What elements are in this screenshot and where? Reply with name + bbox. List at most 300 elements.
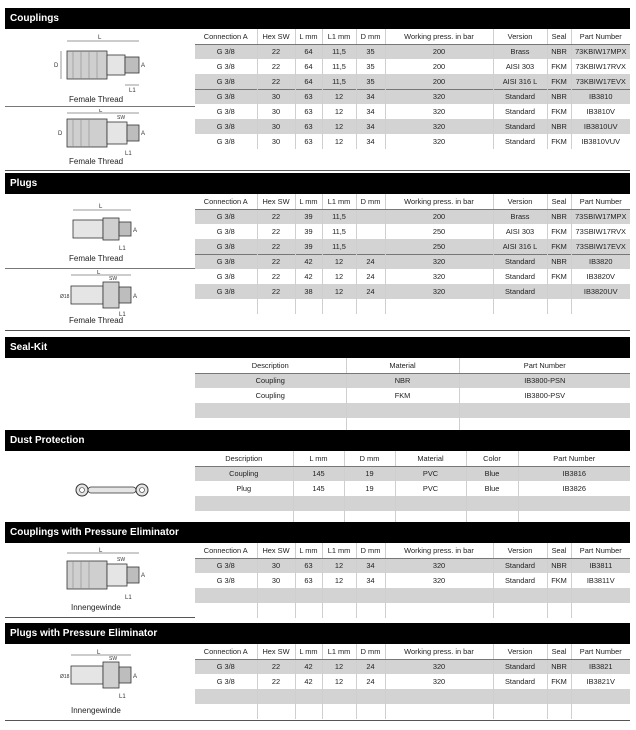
table-cell: IB3820	[571, 254, 630, 269]
column-header: D mm	[356, 543, 385, 558]
table-cell: AISI 303	[493, 59, 547, 74]
table-cell	[257, 603, 295, 618]
table-cell: 11,5	[322, 224, 356, 239]
table-cell	[385, 299, 493, 314]
table-cell	[356, 704, 385, 719]
table-cell: 12	[322, 119, 356, 134]
table-cell: 320	[385, 558, 493, 573]
svg-text:A: A	[133, 674, 138, 680]
table-cell	[295, 704, 322, 719]
table-cell	[547, 603, 571, 618]
table-cell	[385, 689, 493, 704]
table-cell: IB3810UV	[571, 119, 630, 134]
couplings-pe-table	[195, 543, 630, 618]
svg-text:A: A	[133, 294, 138, 300]
table-cell: IB3826	[518, 481, 630, 496]
table-cell: FKM	[547, 134, 571, 149]
section-title: Plugs	[5, 173, 630, 194]
table-cell	[493, 603, 547, 618]
column-header: L1 mm	[322, 194, 356, 209]
table-cell: 22	[257, 284, 295, 299]
table-row	[195, 104, 630, 119]
column-header: Seal	[547, 194, 571, 209]
svg-text:L1: L1	[119, 246, 126, 252]
table-cell: NBR	[547, 558, 571, 573]
column-header: Working press. in bar	[385, 194, 493, 209]
table-cell: 30	[257, 104, 295, 119]
table-cell: G 3/8	[195, 659, 257, 674]
table-cell: 22	[257, 209, 295, 224]
table-cell: 200	[385, 59, 493, 74]
table-cell	[257, 704, 295, 719]
column-header: Color	[466, 451, 518, 466]
column-header: Part Number	[571, 29, 630, 44]
table-cell	[385, 603, 493, 618]
table-cell: Standard	[493, 89, 547, 104]
table-cell: G 3/8	[195, 254, 257, 269]
table-cell: Brass	[493, 44, 547, 59]
svg-text:L1: L1	[125, 151, 132, 157]
table-row	[195, 704, 630, 719]
table-cell	[518, 496, 630, 511]
plug-drawing-pe	[5, 644, 195, 721]
table-cell: IB3811V	[571, 573, 630, 588]
table-cell: FKM	[547, 269, 571, 284]
plug-icon	[59, 270, 159, 320]
table-row	[195, 269, 630, 284]
table-cell: G 3/8	[195, 269, 257, 284]
table-cell: 35	[356, 59, 385, 74]
table-row	[195, 496, 630, 511]
table-cell	[322, 588, 356, 603]
section-couplings-pressure-eliminator	[5, 522, 630, 618]
table-cell: 35	[356, 44, 385, 59]
table-cell: 42	[295, 674, 322, 689]
table-cell: 320	[385, 674, 493, 689]
table-row	[195, 89, 630, 104]
drawing-caption: Female Thread	[69, 95, 124, 104]
table-cell	[322, 704, 356, 719]
table-cell: 145	[293, 466, 344, 481]
table-row	[195, 373, 630, 388]
table-cell: G 3/8	[195, 573, 257, 588]
table-cell: 64	[295, 59, 322, 74]
table-cell: AISI 316 L	[493, 239, 547, 254]
svg-text:L: L	[99, 109, 103, 114]
table-cell	[257, 299, 295, 314]
drawing-caption: Innengewinde	[71, 706, 121, 715]
table-cell	[195, 588, 257, 603]
table-cell: 22	[257, 44, 295, 59]
drawing-caption: Female Thread	[69, 157, 124, 166]
table-cell: 22	[257, 269, 295, 284]
table-row	[195, 209, 630, 224]
column-header: Connection A	[195, 644, 257, 659]
table-cell	[322, 603, 356, 618]
table-cell: FKM	[547, 674, 571, 689]
table-cell: 63	[295, 89, 322, 104]
table-cell	[356, 209, 385, 224]
section-title: Plugs with Pressure Eliminator	[5, 623, 630, 644]
table-cell: NBR	[547, 659, 571, 674]
table-cell: 34	[356, 89, 385, 104]
section-dust-protection	[5, 430, 630, 526]
table-cell: 22	[257, 224, 295, 239]
table-cell	[571, 299, 630, 314]
column-header: Working press. in bar	[385, 543, 493, 558]
table-cell: PVC	[395, 481, 466, 496]
table-cell	[466, 496, 518, 511]
table-cell: Coupling	[195, 373, 346, 388]
table-cell: 320	[385, 659, 493, 674]
table-cell: IB3816	[518, 466, 630, 481]
table-row	[195, 119, 630, 134]
table-row	[195, 299, 630, 314]
table-cell: 22	[257, 674, 295, 689]
table-cell: NBR	[346, 373, 459, 388]
table-cell	[257, 689, 295, 704]
table-cell: 30	[257, 134, 295, 149]
table-cell: 24	[356, 284, 385, 299]
table-row	[195, 134, 630, 149]
svg-text:L: L	[97, 650, 101, 656]
table-cell: 35	[356, 74, 385, 89]
table-row	[195, 388, 630, 403]
coupling-icon	[57, 547, 167, 603]
table-cell	[195, 403, 346, 418]
table-cell: 30	[257, 558, 295, 573]
table-cell	[322, 689, 356, 704]
table-cell: FKM	[547, 104, 571, 119]
coupling-drawing-1	[5, 29, 195, 104]
svg-text:A: A	[141, 573, 146, 579]
table-row	[195, 44, 630, 59]
table-cell: 30	[257, 573, 295, 588]
column-header: Part Number	[518, 451, 630, 466]
table-cell: 320	[385, 104, 493, 119]
table-cell: 73KBIW17EVX	[571, 74, 630, 89]
table-cell: 42	[295, 254, 322, 269]
table-cell	[547, 284, 571, 299]
table-cell	[195, 704, 257, 719]
table-cell: IB3810V	[571, 104, 630, 119]
section-title: Couplings	[5, 8, 630, 29]
table-cell: 34	[356, 104, 385, 119]
table-cell	[385, 704, 493, 719]
table-cell: Plug	[195, 481, 293, 496]
column-header: L mm	[295, 644, 322, 659]
table-cell	[295, 603, 322, 618]
table-cell: NBR	[547, 89, 571, 104]
table-cell: 200	[385, 209, 493, 224]
svg-text:SW: SW	[109, 276, 118, 282]
table-cell: G 3/8	[195, 134, 257, 149]
table-cell: FKM	[547, 573, 571, 588]
table-row	[195, 466, 630, 481]
column-header: Part Number	[571, 543, 630, 558]
table-row	[195, 481, 630, 496]
section-couplings	[5, 8, 630, 171]
table-cell: 73KBIW17RVX	[571, 59, 630, 74]
table-cell: Standard	[493, 104, 547, 119]
table-cell: 22	[257, 239, 295, 254]
svg-text:D: D	[58, 131, 63, 137]
svg-text:Ø18: Ø18	[60, 674, 70, 680]
plug-icon	[59, 202, 159, 258]
column-header: Connection A	[195, 194, 257, 209]
table-cell: 30	[257, 119, 295, 134]
table-cell	[571, 603, 630, 618]
table-cell: IB3820V	[571, 269, 630, 284]
table-cell	[195, 603, 257, 618]
table-cell: 12	[322, 89, 356, 104]
section-plugs	[5, 173, 630, 331]
column-header: Part Number	[571, 194, 630, 209]
table-cell: 12	[322, 674, 356, 689]
table-row	[195, 284, 630, 299]
table-cell: 22	[257, 59, 295, 74]
table-row	[195, 603, 630, 618]
table-cell: G 3/8	[195, 558, 257, 573]
table-cell: 250	[385, 239, 493, 254]
table-cell: 12	[322, 254, 356, 269]
table-cell: G 3/8	[195, 284, 257, 299]
table-row	[195, 59, 630, 74]
table-cell	[395, 496, 466, 511]
table-cell: Coupling	[195, 466, 293, 481]
plugs-table	[195, 194, 630, 314]
table-cell	[385, 588, 493, 603]
column-header: Hex SW	[257, 644, 295, 659]
column-header: Version	[493, 29, 547, 44]
column-header: Material	[346, 358, 459, 373]
table-cell: 39	[295, 209, 322, 224]
table-cell: 320	[385, 284, 493, 299]
dust-cap-icon	[73, 479, 153, 501]
table-row	[195, 588, 630, 603]
drawing-caption: Female Thread	[69, 254, 124, 263]
table-cell: 320	[385, 119, 493, 134]
table-cell: 42	[295, 269, 322, 284]
table-cell: 73SBIW17MPX	[571, 209, 630, 224]
table-cell	[356, 689, 385, 704]
column-header: Description	[195, 358, 346, 373]
table-row	[195, 239, 630, 254]
table-cell: G 3/8	[195, 209, 257, 224]
column-header: Version	[493, 194, 547, 209]
table-cell	[293, 496, 344, 511]
table-cell: G 3/8	[195, 59, 257, 74]
table-cell: Standard	[493, 659, 547, 674]
dust-protection-table	[195, 451, 630, 526]
table-cell: Standard	[493, 254, 547, 269]
table-cell: PVC	[395, 466, 466, 481]
table-cell: 12	[322, 659, 356, 674]
table-cell: NBR	[547, 254, 571, 269]
table-cell: 34	[356, 119, 385, 134]
table-cell: 73KBIW17MPX	[571, 44, 630, 59]
table-cell: G 3/8	[195, 674, 257, 689]
column-header: Working press. in bar	[385, 644, 493, 659]
table-cell: G 3/8	[195, 119, 257, 134]
table-row	[195, 674, 630, 689]
table-cell: Standard	[493, 134, 547, 149]
svg-text:A: A	[141, 131, 146, 137]
table-cell: 12	[322, 104, 356, 119]
table-cell	[295, 689, 322, 704]
table-cell: Brass	[493, 209, 547, 224]
table-cell: 39	[295, 239, 322, 254]
drawing-caption: Innengewinde	[71, 603, 121, 612]
table-cell: Standard	[493, 119, 547, 134]
table-cell: 320	[385, 269, 493, 284]
column-header: L mm	[295, 29, 322, 44]
table-cell: IB3820UV	[571, 284, 630, 299]
table-cell: G 3/8	[195, 44, 257, 59]
column-header: Working press. in bar	[385, 29, 493, 44]
table-row	[195, 74, 630, 89]
svg-text:L: L	[99, 548, 103, 554]
column-header: Seal	[547, 543, 571, 558]
svg-text:A: A	[141, 63, 146, 69]
table-cell: IB3821	[571, 659, 630, 674]
table-cell: FKM	[346, 388, 459, 403]
table-cell: IB3810	[571, 89, 630, 104]
table-cell: 64	[295, 74, 322, 89]
table-cell	[571, 704, 630, 719]
column-header: L mm	[293, 451, 344, 466]
plug-drawing-1	[5, 194, 195, 269]
table-cell: 200	[385, 44, 493, 59]
table-cell: 63	[295, 119, 322, 134]
table-row	[195, 659, 630, 674]
table-cell: 24	[356, 269, 385, 284]
table-cell: 73SBIW17RVX	[571, 224, 630, 239]
svg-text:L1: L1	[129, 88, 136, 94]
svg-text:D: D	[54, 63, 59, 69]
table-cell: 19	[344, 466, 395, 481]
table-cell: 12	[322, 573, 356, 588]
table-cell: 34	[356, 573, 385, 588]
table-cell: FKM	[547, 59, 571, 74]
table-cell: 63	[295, 573, 322, 588]
table-row	[195, 254, 630, 269]
column-header: L1 mm	[322, 29, 356, 44]
column-header: Part Number	[571, 644, 630, 659]
table-cell: Standard	[493, 284, 547, 299]
table-cell: Standard	[493, 269, 547, 284]
plug-icon	[59, 648, 159, 704]
table-cell: 12	[322, 269, 356, 284]
table-row	[195, 224, 630, 239]
table-cell	[295, 588, 322, 603]
table-cell	[547, 299, 571, 314]
column-header: Description	[195, 451, 293, 466]
column-header: D mm	[356, 644, 385, 659]
table-cell: 38	[295, 284, 322, 299]
table-cell	[547, 689, 571, 704]
column-header: D mm	[356, 194, 385, 209]
table-cell: 22	[257, 74, 295, 89]
section-seal-kit	[5, 337, 630, 433]
table-cell: 24	[356, 674, 385, 689]
table-cell: 320	[385, 573, 493, 588]
table-cell: Coupling	[195, 388, 346, 403]
table-cell: Blue	[466, 466, 518, 481]
table-cell	[493, 689, 547, 704]
table-cell: IB3811	[571, 558, 630, 573]
section-title: Couplings with Pressure Eliminator	[5, 522, 630, 543]
table-cell: G 3/8	[195, 89, 257, 104]
table-cell: 34	[356, 558, 385, 573]
column-header: Version	[493, 543, 547, 558]
table-cell: 320	[385, 134, 493, 149]
table-cell: 320	[385, 254, 493, 269]
column-header: Version	[493, 644, 547, 659]
column-header: Hex SW	[257, 194, 295, 209]
table-cell: 22	[257, 254, 295, 269]
table-cell	[257, 588, 295, 603]
table-cell: G 3/8	[195, 224, 257, 239]
svg-text:L: L	[98, 35, 102, 41]
table-cell: FKM	[547, 239, 571, 254]
table-cell: 200	[385, 74, 493, 89]
table-cell: 24	[356, 659, 385, 674]
table-cell: 24	[356, 254, 385, 269]
table-cell	[571, 588, 630, 603]
table-cell: NBR	[547, 119, 571, 134]
coupling-icon	[53, 33, 163, 95]
table-cell	[295, 299, 322, 314]
table-cell	[356, 299, 385, 314]
table-row	[195, 573, 630, 588]
section-title: Dust Protection	[5, 430, 630, 451]
column-header: D mm	[356, 29, 385, 44]
svg-text:L1: L1	[125, 595, 132, 601]
couplings-table	[195, 29, 630, 149]
column-header: L mm	[295, 543, 322, 558]
table-cell: 64	[295, 44, 322, 59]
svg-text:L: L	[97, 270, 101, 276]
table-cell: 73SBIW17EVX	[571, 239, 630, 254]
table-cell	[356, 588, 385, 603]
table-cell: IB3800-PSN	[459, 373, 630, 388]
column-header: Hex SW	[257, 543, 295, 558]
table-cell	[195, 299, 257, 314]
table-row	[195, 689, 630, 704]
section-plugs-pressure-eliminator	[5, 623, 630, 721]
svg-text:Ø18: Ø18	[60, 294, 70, 300]
table-cell: NBR	[547, 209, 571, 224]
table-cell: NBR	[547, 44, 571, 59]
table-row	[195, 403, 630, 418]
table-cell: G 3/8	[195, 74, 257, 89]
section-title: Seal-Kit	[5, 337, 630, 358]
coupling-drawing-2	[5, 106, 195, 171]
table-cell: FKM	[547, 74, 571, 89]
table-cell: 63	[295, 134, 322, 149]
column-header: Connection A	[195, 543, 257, 558]
table-cell: FKM	[547, 224, 571, 239]
column-header: Hex SW	[257, 29, 295, 44]
drawing-caption: Female Thread	[69, 316, 124, 325]
table-cell	[493, 704, 547, 719]
column-header: Connection A	[195, 29, 257, 44]
column-header: L1 mm	[322, 644, 356, 659]
table-cell: 11,5	[322, 74, 356, 89]
table-cell: 250	[385, 224, 493, 239]
table-cell: AISI 303	[493, 224, 547, 239]
